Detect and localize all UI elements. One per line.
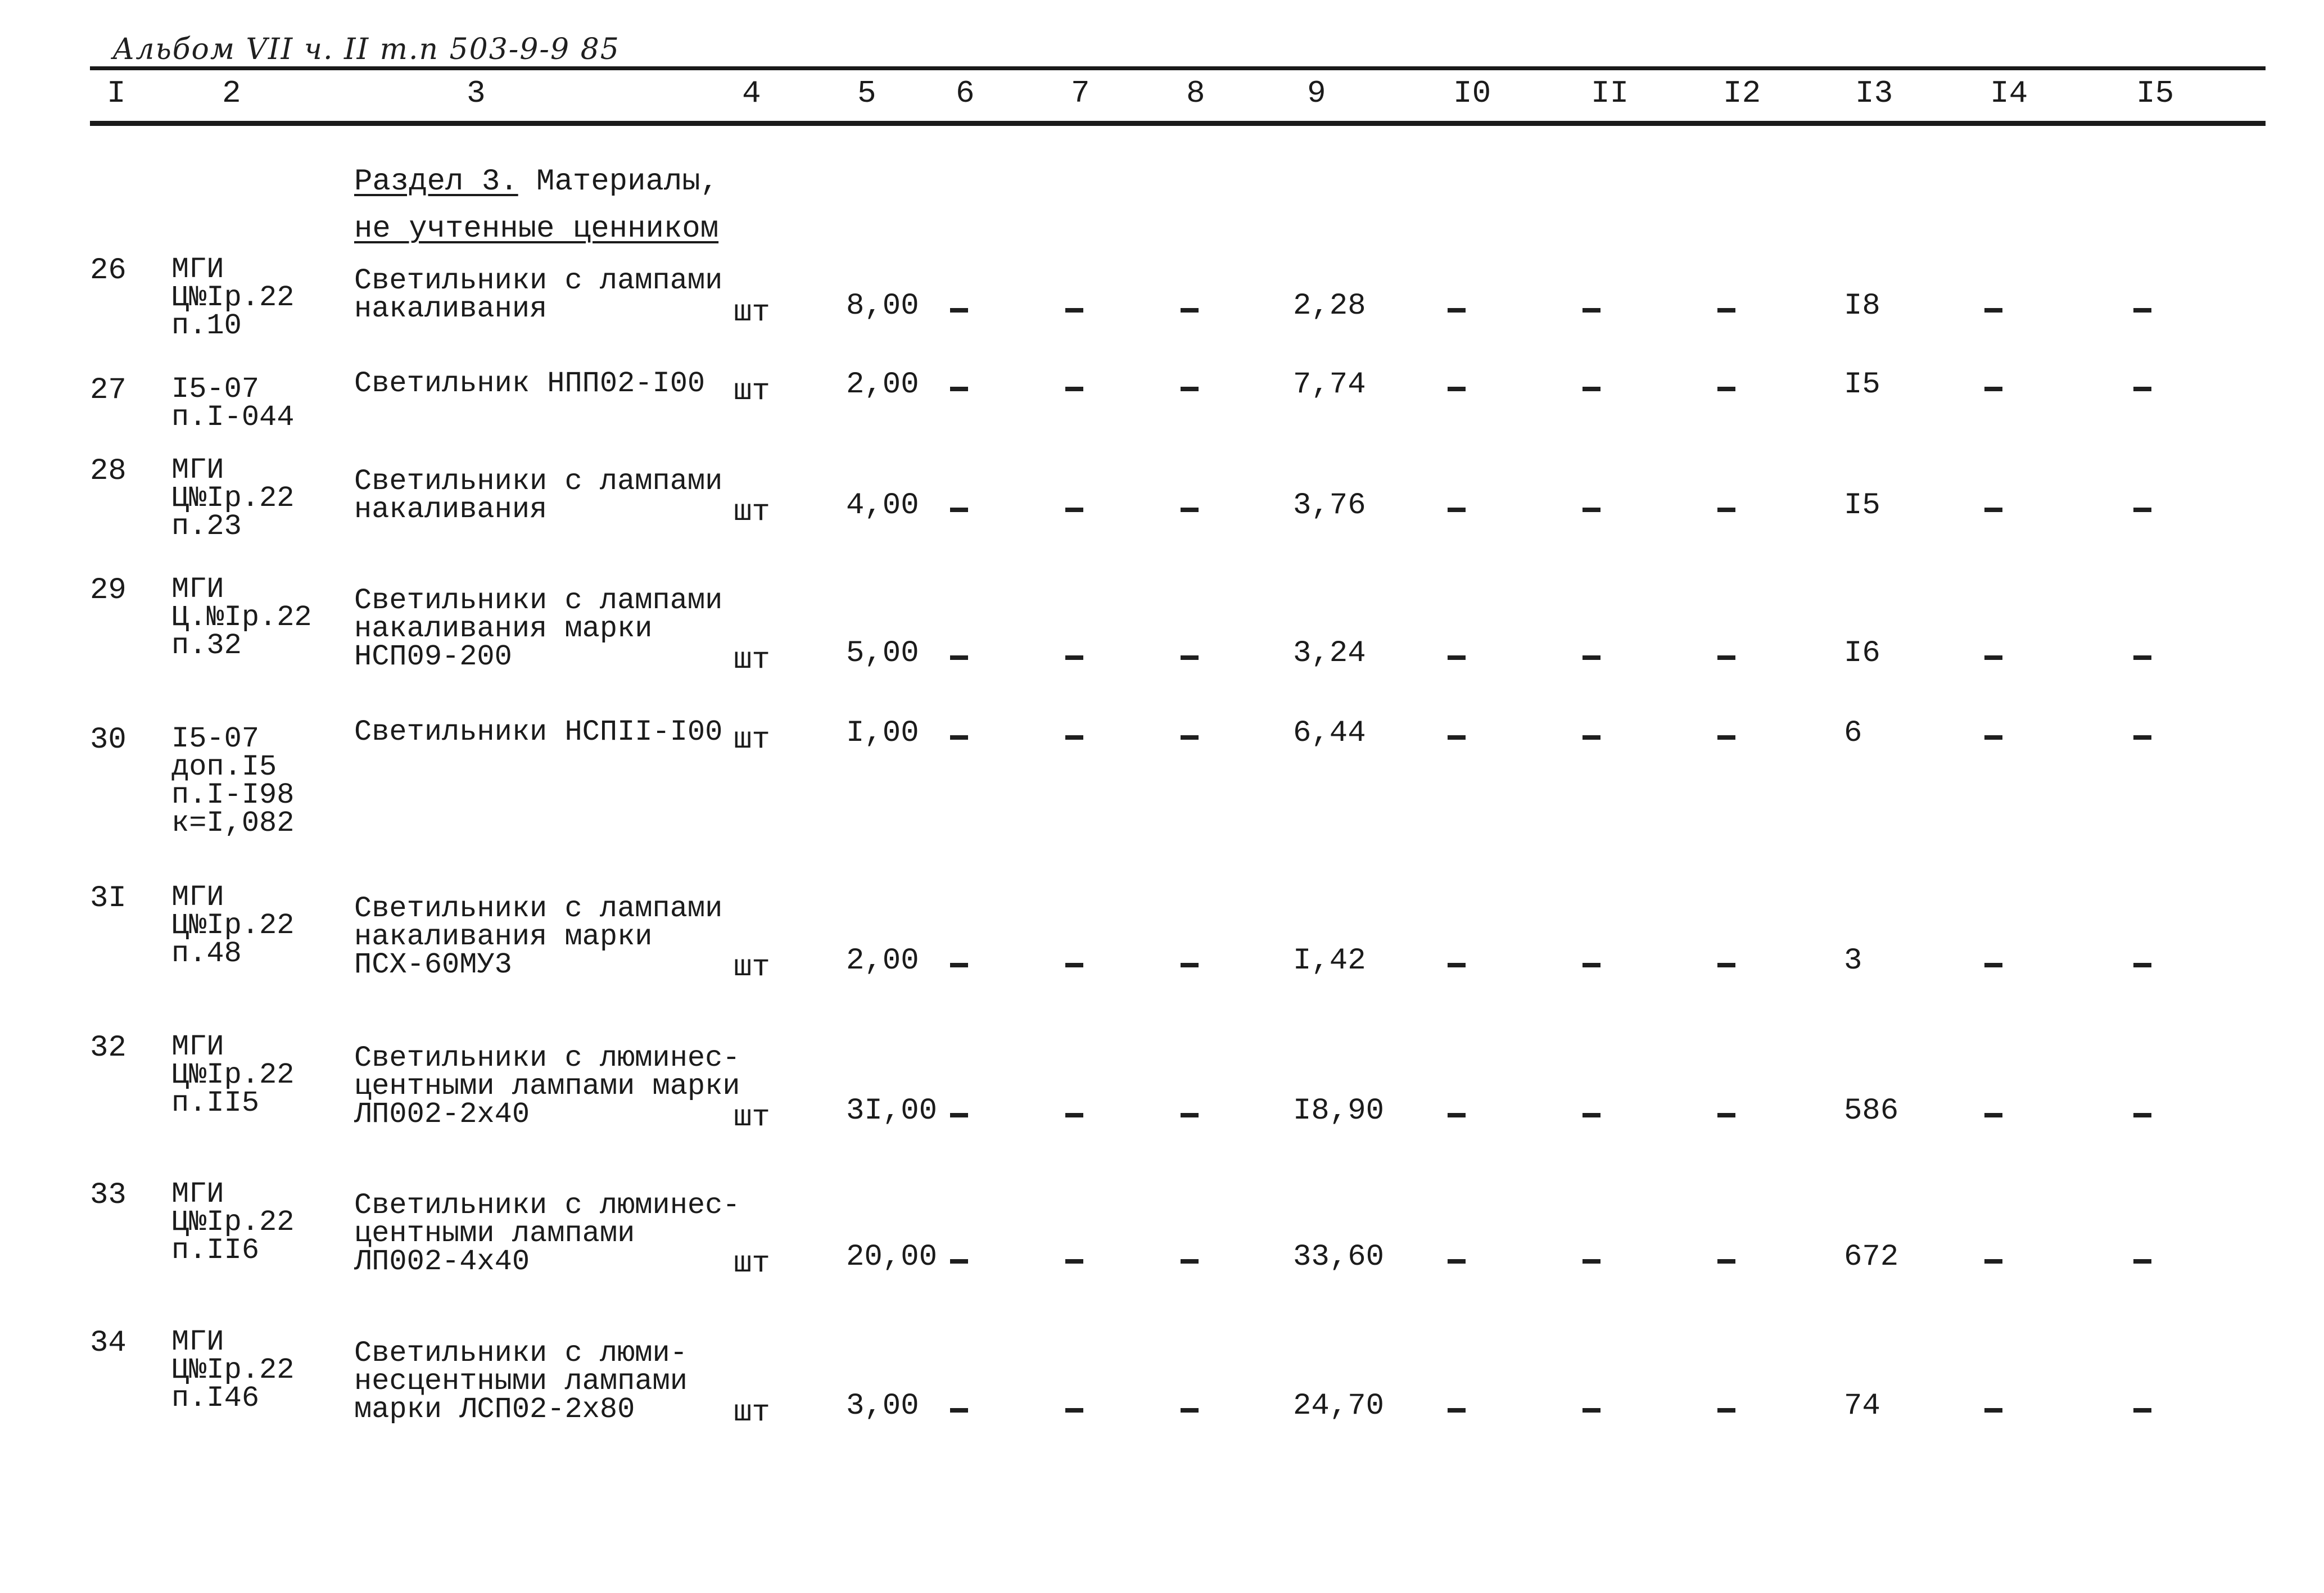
price-reference: МГИ Ц№Iр.22 п.10: [171, 253, 295, 342]
column-header-11: II: [1591, 75, 1629, 111]
unit-price: 24,70: [1293, 1389, 1385, 1423]
empty-cell-dash: [1717, 963, 1735, 967]
quantity: 20,00: [846, 1240, 938, 1274]
empty-cell-dash: [950, 387, 968, 391]
empty-cell-dash: [1583, 308, 1600, 313]
column-header-3: 3: [467, 75, 486, 111]
unit: шт: [734, 1101, 770, 1135]
column-header-1: I: [107, 75, 126, 111]
column-header-9: 9: [1307, 75, 1326, 111]
quantity: 2,00: [846, 944, 919, 978]
header-top-rule: [90, 66, 2266, 70]
empty-cell-dash: [950, 1408, 968, 1413]
row-number: 34: [90, 1326, 126, 1360]
empty-cell-dash: [1181, 735, 1199, 740]
empty-cell-dash: [950, 308, 968, 313]
quantity: 2,00: [846, 368, 919, 402]
quantity: I,00: [846, 716, 919, 750]
empty-cell-dash: [1583, 963, 1600, 967]
unit: шт: [734, 1396, 770, 1430]
empty-cell-dash: [1984, 387, 2002, 391]
empty-cell-dash: [1984, 1259, 2002, 1264]
empty-cell-dash: [1181, 655, 1199, 660]
row-number: 27: [90, 373, 126, 408]
empty-cell-dash: [1065, 1259, 1083, 1264]
empty-cell-dash: [1448, 508, 1466, 512]
empty-cell-dash: [1583, 1408, 1600, 1413]
empty-cell-dash: [1065, 308, 1083, 313]
column-header-15: I5: [2136, 75, 2174, 111]
row-number: 32: [90, 1031, 126, 1065]
unit: шт: [734, 374, 770, 409]
item-name: Светильники с лампами накаливания: [354, 465, 723, 526]
empty-cell-dash: [1717, 735, 1735, 740]
empty-cell-dash: [1984, 1408, 2002, 1413]
empty-cell-dash: [1448, 1113, 1466, 1117]
unit-price: 7,74: [1293, 368, 1366, 402]
empty-cell-dash: [1448, 1259, 1466, 1264]
price-reference: I5-07 доп.I5 п.I-I98 к=I,082: [171, 722, 295, 840]
empty-cell-dash: [1448, 735, 1466, 740]
item-name: Светильник НПП02-I00: [354, 367, 706, 400]
item-name: Светильники НСПII-I00: [354, 716, 723, 749]
total: I6: [1844, 636, 1880, 671]
unit: шт: [734, 951, 770, 985]
empty-cell-dash: [1448, 655, 1466, 660]
empty-cell-dash: [1065, 735, 1083, 740]
album-reference: Альбом VII ч. II т.п 503-9-9 85: [112, 33, 620, 66]
price-reference: МГИ Ц№Iр.22 п.23: [171, 454, 295, 543]
column-header-4: 4: [742, 75, 761, 111]
row-number: 29: [90, 573, 126, 608]
row-number: 26: [90, 254, 126, 288]
empty-cell-dash: [1984, 508, 2002, 512]
empty-cell-dash: [2133, 735, 2151, 740]
empty-cell-dash: [1448, 308, 1466, 313]
total: 672: [1844, 1240, 1899, 1274]
section-label: Раздел 3.: [354, 165, 518, 199]
price-reference: МГИ Ц№Iр.22 п.48: [171, 881, 295, 970]
empty-cell-dash: [1984, 735, 2002, 740]
empty-cell-dash: [1717, 508, 1735, 512]
empty-cell-dash: [1717, 1259, 1735, 1264]
empty-cell-dash: [2133, 508, 2151, 512]
total: 586: [1844, 1094, 1899, 1128]
empty-cell-dash: [1181, 1408, 1199, 1413]
unit: шт: [734, 643, 770, 677]
unit: шт: [734, 296, 770, 330]
total: 6: [1844, 716, 1862, 750]
empty-cell-dash: [2133, 308, 2151, 313]
quantity: 8,00: [846, 289, 919, 323]
empty-cell-dash: [1984, 1113, 2002, 1117]
empty-cell-dash: [1717, 387, 1735, 391]
empty-cell-dash: [1065, 655, 1083, 660]
item-name: Светильники с люми- несцентными лампами марки ЛСП02-2х80: [354, 1337, 688, 1426]
column-header-7: 7: [1071, 75, 1090, 111]
column-header-5: 5: [857, 75, 876, 111]
price-reference: МГИ Ц№Iр.22 п.I46: [171, 1325, 295, 1415]
quantity: 5,00: [846, 636, 919, 671]
row-number: 33: [90, 1178, 126, 1212]
empty-cell-dash: [1717, 1113, 1735, 1117]
empty-cell-dash: [1448, 963, 1466, 967]
empty-cell-dash: [1181, 963, 1199, 967]
empty-cell-dash: [1984, 655, 2002, 660]
unit: шт: [734, 495, 770, 530]
empty-cell-dash: [1717, 655, 1735, 660]
total: I5: [1844, 368, 1880, 402]
empty-cell-dash: [2133, 1259, 2151, 1264]
empty-cell-dash: [950, 963, 968, 967]
quantity: 3I,00: [846, 1094, 938, 1128]
empty-cell-dash: [950, 508, 968, 512]
column-header-14: I4: [1990, 75, 2028, 111]
unit: шт: [734, 1247, 770, 1281]
section-label-rest: Материалы,: [518, 165, 719, 199]
empty-cell-dash: [1181, 308, 1199, 313]
unit-price: 2,28: [1293, 289, 1366, 323]
item-name: Светильники с лампами накаливания: [354, 264, 723, 325]
empty-cell-dash: [1583, 1113, 1600, 1117]
empty-cell-dash: [1181, 508, 1199, 512]
column-header-10: I0: [1453, 75, 1491, 111]
empty-cell-dash: [1181, 387, 1199, 391]
price-reference: МГИ Ц.№Iр.22 п.32: [171, 573, 312, 662]
unit-price: 33,60: [1293, 1240, 1385, 1274]
empty-cell-dash: [1065, 1113, 1083, 1117]
price-reference: I5-07 п.I-044: [171, 373, 295, 434]
unit-price: I8,90: [1293, 1094, 1385, 1128]
row-number: 3I: [90, 881, 126, 916]
price-reference: МГИ Ц№Iр.22 п.II5: [171, 1030, 295, 1120]
section-subtitle: не учтенные ценником: [354, 212, 719, 246]
empty-cell-dash: [1181, 1113, 1199, 1117]
unit-price: 6,44: [1293, 716, 1366, 750]
empty-cell-dash: [1717, 1408, 1735, 1413]
total: I5: [1844, 488, 1880, 523]
empty-cell-dash: [1448, 387, 1466, 391]
empty-cell-dash: [1065, 508, 1083, 512]
empty-cell-dash: [2133, 963, 2151, 967]
quantity: 3,00: [846, 1389, 919, 1423]
column-header-12: I2: [1723, 75, 1761, 111]
empty-cell-dash: [950, 735, 968, 740]
total: I8: [1844, 289, 1880, 323]
empty-cell-dash: [1583, 508, 1600, 512]
unit: шт: [734, 723, 770, 757]
header-bottom-rule: [90, 121, 2266, 126]
unit-price: 3,76: [1293, 488, 1366, 523]
empty-cell-dash: [1065, 387, 1083, 391]
total: 3: [1844, 944, 1862, 978]
empty-cell-dash: [1065, 963, 1083, 967]
empty-cell-dash: [2133, 1113, 2151, 1117]
empty-cell-dash: [1583, 387, 1600, 391]
empty-cell-dash: [2133, 1408, 2151, 1413]
empty-cell-dash: [950, 655, 968, 660]
empty-cell-dash: [1717, 308, 1735, 313]
empty-cell-dash: [2133, 655, 2151, 660]
column-header-2: 2: [222, 75, 241, 111]
empty-cell-dash: [1065, 1408, 1083, 1413]
empty-cell-dash: [1583, 1259, 1600, 1264]
empty-cell-dash: [950, 1259, 968, 1264]
empty-cell-dash: [950, 1113, 968, 1117]
price-reference: МГИ Ц№Iр.22 п.II6: [171, 1178, 295, 1267]
empty-cell-dash: [2133, 387, 2151, 391]
empty-cell-dash: [1583, 735, 1600, 740]
item-name: Светильники с люминес- центными лампами марки ЛП002-2х40: [354, 1042, 740, 1131]
empty-cell-dash: [1448, 1408, 1466, 1413]
column-header-6: 6: [956, 75, 975, 111]
item-name: Светильники с люминес- центными лампами ЛП002-4х40: [354, 1189, 740, 1278]
total: 74: [1844, 1389, 1880, 1423]
row-number: 28: [90, 454, 126, 488]
empty-cell-dash: [1583, 655, 1600, 660]
quantity: 4,00: [846, 488, 919, 523]
column-header-8: 8: [1186, 75, 1205, 111]
item-name: Светильники с лампами накаливания марки НСП09-200: [354, 584, 723, 673]
empty-cell-dash: [1181, 1259, 1199, 1264]
unit-price: I,42: [1293, 944, 1366, 978]
row-number: 30: [90, 723, 126, 757]
section-title: [354, 159, 718, 253]
empty-cell-dash: [1984, 308, 2002, 313]
empty-cell-dash: [1984, 963, 2002, 967]
column-header-13: I3: [1855, 75, 1893, 111]
unit-price: 3,24: [1293, 636, 1366, 671]
item-name: Светильники с лампами накаливания марки ПСХ-60МУ3: [354, 892, 723, 981]
